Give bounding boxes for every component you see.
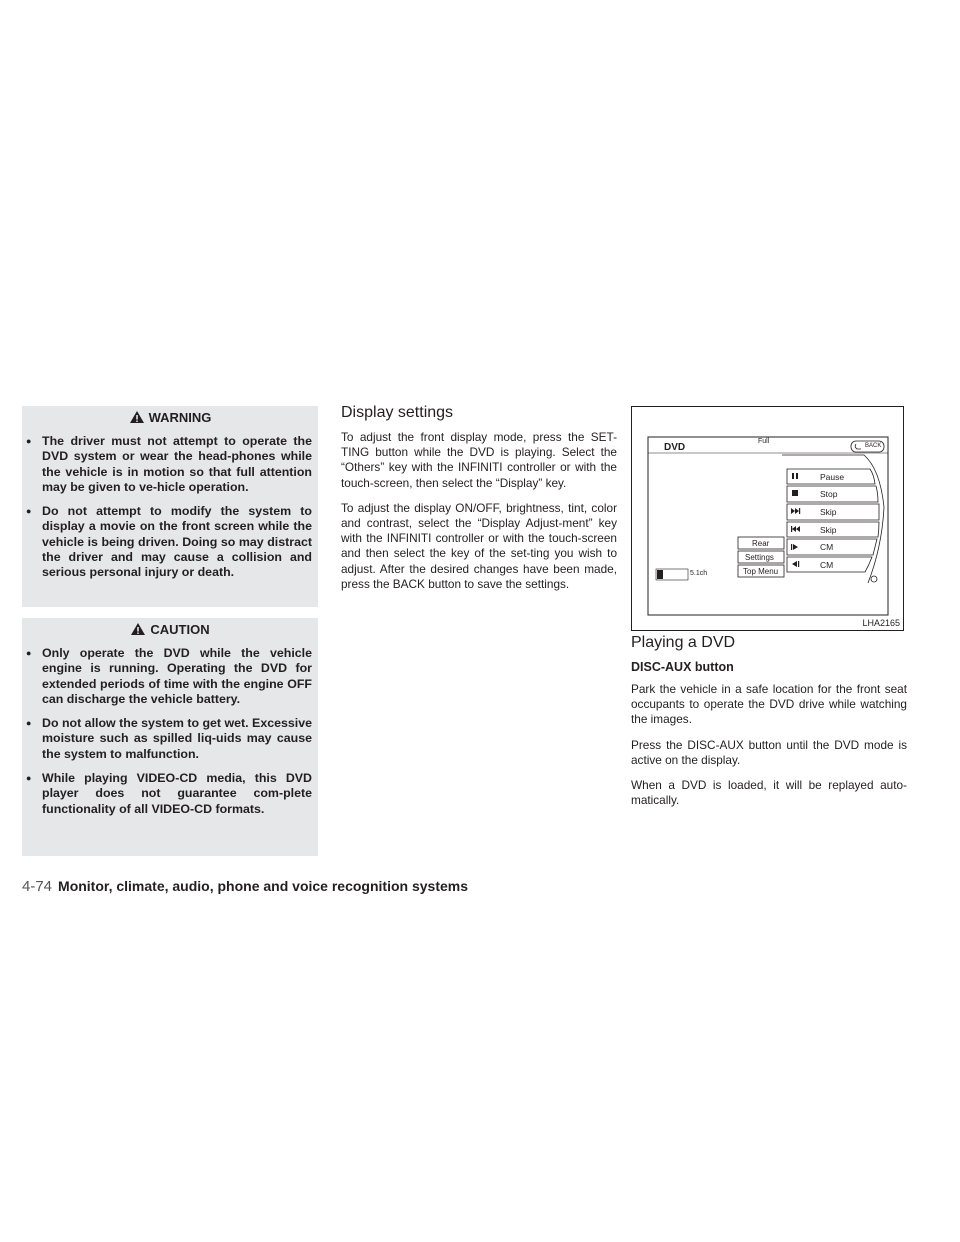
left-button-label-top-menu[interactable]: Top Menu — [743, 567, 779, 576]
warning-box — [22, 406, 318, 607]
warning-list — [22, 428, 318, 589]
dvd-screen-figure — [631, 406, 904, 631]
page-footer — [22, 878, 468, 895]
caution-heading: CAUTION — [150, 621, 210, 637]
caution-icon — [130, 622, 146, 636]
back-button-label[interactable]: BACK — [865, 443, 882, 449]
display-settings-heading: Display settings — [341, 404, 454, 421]
playing-dvd-section — [631, 634, 907, 818]
right-button-label-cm-forward[interactable]: CM — [820, 542, 834, 552]
display-settings-section — [341, 404, 617, 602]
warning-item: ● The driver must not attempt to operate the DVD system or wear the head-phones while the vehicle is in motion so that full attention may be given to ve-hicle operation. — [22, 434, 312, 495]
audio-format-label: 5.1ch — [690, 570, 708, 577]
caution-list — [22, 640, 318, 825]
display-settings-paragraph: To adjust the front display mode, press the SET-TING button while the DVD is playing. Select the “Others” key with the INFINITI controller or with the touch-screen, then select the “Display” key. — [341, 430, 617, 490]
disc-aux-subheading: DISC-AUX button — [631, 660, 734, 674]
caution-item: ● While playing VIDEO-CD media, this DVD player does not guarantee com-plete functionality of all VIDEO-CD formats. — [22, 771, 312, 817]
left-button-label-settings[interactable]: Settings — [745, 553, 774, 562]
playing-paragraph: Press the DISC-AUX button until the DVD mode is active on the display. — [631, 737, 907, 767]
screen-title: DVD — [664, 442, 686, 453]
warning-icon — [129, 410, 145, 424]
right-button-label-skip-forward[interactable]: Skip — [820, 507, 837, 517]
left-button-label-rear[interactable]: Rear — [752, 539, 770, 548]
caution-item: ● Do not allow the system to get wet. Excessive moisture such as spilled liq-uids may cause the system to malfunction. — [22, 716, 312, 762]
playing-paragraph: Park the vehicle in a safe location for the front seat occupants to operate the DVD drive while watching the images. — [631, 682, 907, 727]
right-button-label-stop[interactable]: Stop — [820, 489, 838, 499]
warning-item: ● Do not attempt to modify the system to display a movie on the front screen while the vehicle is being driven. Doing so may distract the driver and may cause a collision and serious personal injury or death. — [22, 504, 312, 580]
display-settings-paragraph: To adjust the display ON/OFF, brightness, tint, color and contrast, select the “Display Adjust-ment” key with the INFINITI controller or with the touch-screen and then select the key of the set-ting you wish to adjust. After the desired changes have been made, press the BACK button to save the settings. — [341, 500, 617, 591]
warning-heading: WARNING — [148, 409, 212, 425]
page-number: 4-74 — [22, 878, 53, 895]
playing-dvd-heading: Playing a DVD — [631, 634, 736, 651]
figure-id: LHA2165 — [862, 618, 900, 628]
playing-paragraph: When a DVD is loaded, it will be replayed auto-matically. — [631, 778, 907, 808]
right-button-label-skip-back[interactable]: Skip — [820, 525, 837, 535]
screen-mode: Full — [758, 438, 770, 445]
warning-header — [22, 406, 318, 428]
chapter-title: Monitor, climate, audio, phone and voice recognition systems — [58, 878, 468, 894]
right-button-label-cm-back[interactable]: CM — [820, 560, 834, 570]
caution-header — [22, 618, 318, 640]
right-button-label-pause[interactable]: Pause — [820, 472, 845, 482]
caution-item: ● Only operate the DVD while the vehicle engine is running. Operating the DVD for extended periods of time with the engine OFF can discharge the vehicle battery. — [22, 646, 312, 707]
caution-box — [22, 618, 318, 856]
